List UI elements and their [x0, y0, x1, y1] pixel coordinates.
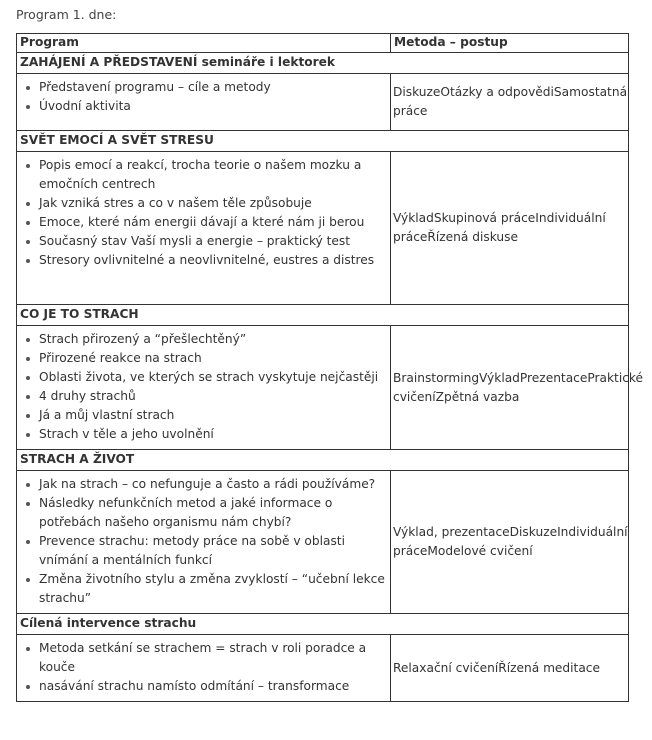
section-items — [17, 635, 391, 702]
list-item: Úvodní aktivita — [21, 97, 386, 116]
table-header-row — [17, 34, 629, 53]
section-title: STRACH A ŽIVOT — [17, 450, 629, 471]
list-item: Současný stav Vaší mysli a energie – praktický test — [21, 232, 386, 251]
section-content-row — [17, 635, 629, 702]
section-title-row — [17, 305, 629, 326]
list-item: Přirozené reakce na strach — [21, 349, 386, 368]
list-item: Prevence strachu: metody práce na sobě v oblasti vnímání a mentálních funkcí — [21, 532, 386, 570]
program-table — [16, 33, 644, 702]
list-item: Popis emocí a reakcí, trocha teorie o našem mozku a emočních centrech — [21, 156, 386, 194]
section-title: Cílená intervence strachu — [17, 614, 629, 635]
list-item: Jak vzniká stres a co v našem těle způsobuje — [21, 194, 386, 213]
list-item: Stresory ovlivnitelné a neovlivnitelné, eustres a distres — [21, 251, 386, 270]
section-method: Výklad, prezentaceDiskuzeIndividuální práceModelové cvičení — [391, 471, 629, 614]
list-item: Strach přirozený a “přešlechtěný” — [21, 330, 386, 349]
list-item: Představení programu – cíle a metody — [21, 78, 386, 97]
section-title: SVĚT EMOCÍ A SVĚT STRESU — [17, 131, 629, 152]
section-items — [17, 326, 391, 450]
list-item: Jak na strach – co nefunguje a často a rádi používáme? — [21, 475, 386, 494]
section-title-row — [17, 614, 629, 635]
section-content-row — [17, 471, 629, 614]
section-items — [17, 74, 391, 131]
header-program: Program — [17, 34, 391, 53]
section-items — [17, 471, 391, 614]
section-content-row — [17, 74, 629, 131]
section-content-row — [17, 326, 629, 450]
section-title-row — [17, 450, 629, 471]
section-method: DiskuzeOtázky a odpovědiSamostatná práce — [391, 74, 629, 131]
list-item: Já a můj vlastní strach — [21, 406, 386, 425]
section-content-row — [17, 152, 629, 305]
header-method: Metoda – postup — [391, 34, 629, 53]
list-item: Strach v těle a jeho uvolnění — [21, 425, 386, 444]
list-item: nasávání strachu namísto odmítání – transformace — [21, 677, 386, 696]
list-item: Emoce, které nám energii dávají a které nám ji berou — [21, 213, 386, 232]
section-title-row — [17, 53, 629, 74]
section-title-row — [17, 131, 629, 152]
section-items — [17, 152, 391, 305]
list-item: Následky nefunkčních metod a jaké informace o potřebách našeho organismu nám chybí? — [21, 494, 386, 532]
list-item: Změna životního stylu a změna zvyklostí – “učební lekce strachu” — [21, 570, 386, 608]
list-item: Oblasti života, ve kterých se strach vyskytuje nejčastěji — [21, 368, 386, 387]
section-method: Relaxační cvičeníŘízená meditace — [391, 635, 629, 702]
page-caption: Program 1. dne: — [16, 7, 117, 22]
list-item: 4 druhy strachů — [21, 387, 386, 406]
section-title: ZAHÁJENÍ A PŘEDSTAVENÍ semináře i lektorek — [17, 53, 629, 74]
list-item: Metoda setkání se strachem = strach v roli poradce a kouče — [21, 639, 386, 677]
section-method: BrainstormingVýkladPrezentacePraktické cvičeníZpětná vazba — [391, 326, 629, 450]
section-method: VýkladSkupinová práceIndividuální práceŘízená diskuse — [391, 152, 629, 305]
section-title: CO JE TO STRACH — [17, 305, 629, 326]
